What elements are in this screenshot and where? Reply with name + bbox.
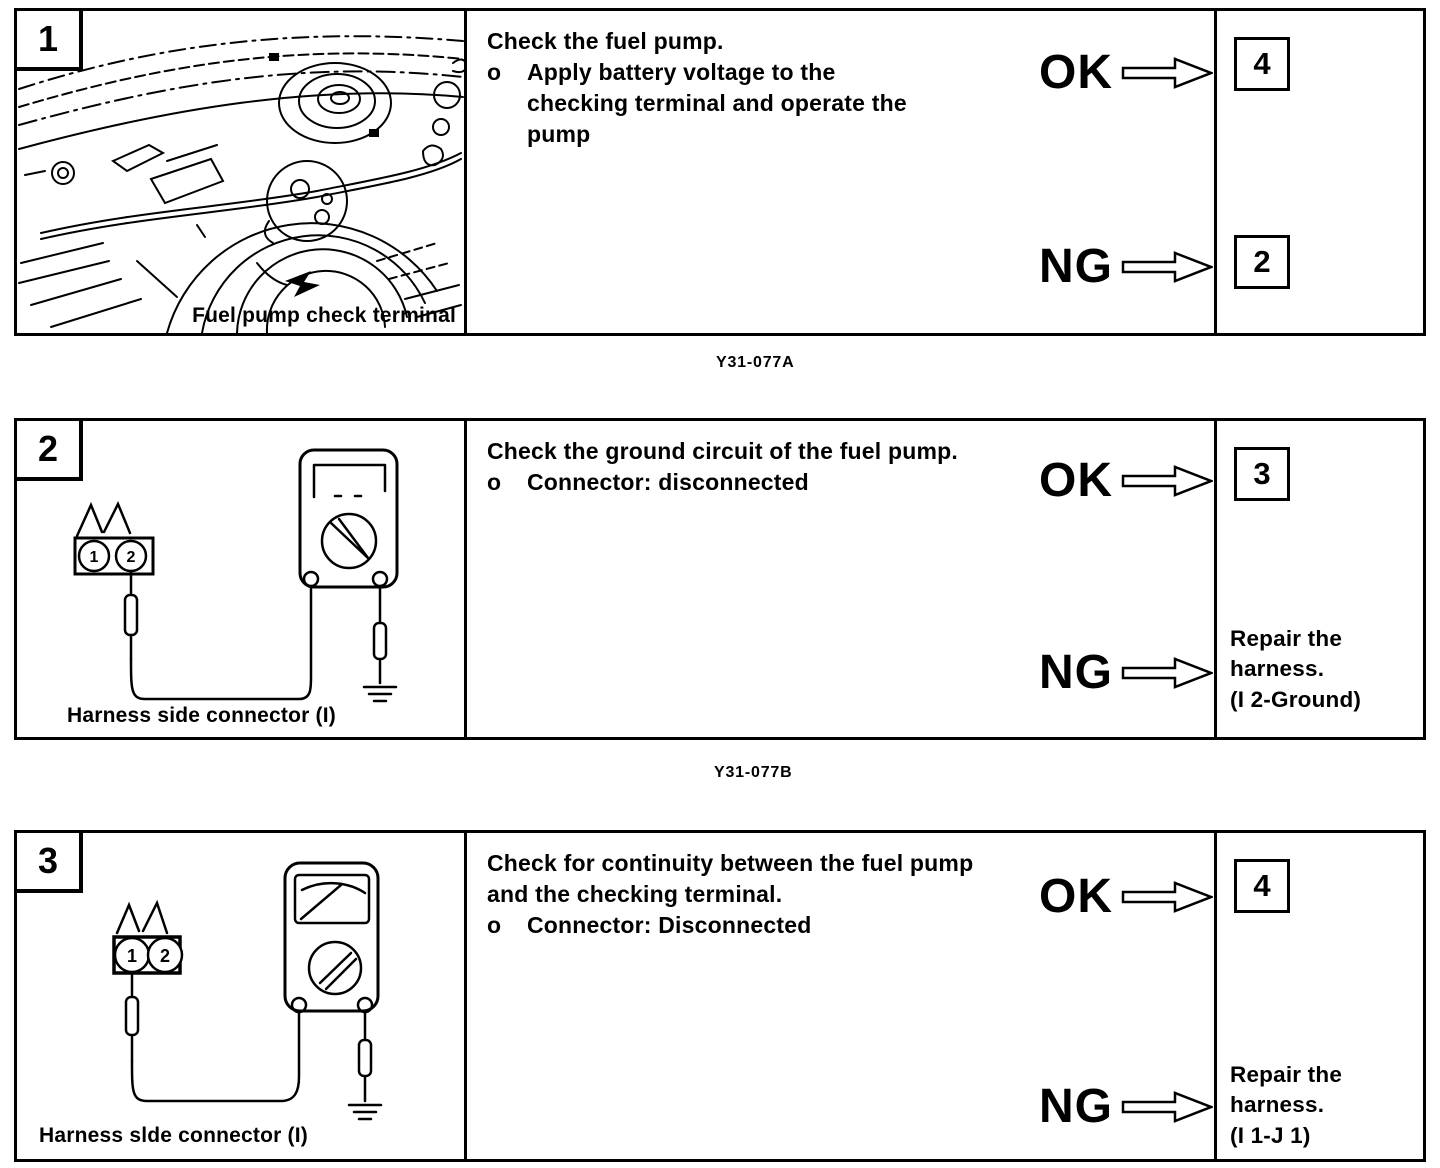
- ok-label: OK: [1039, 454, 1113, 507]
- result-cell-2: [1217, 421, 1423, 737]
- instruction-cell-1: [467, 11, 1217, 333]
- ok-label: OK: [1039, 46, 1113, 99]
- pin-label: 2: [126, 549, 136, 566]
- ok-arrow-icon: [1121, 463, 1213, 499]
- ground-symbol: [349, 1105, 381, 1119]
- illustration-cell-2: [17, 421, 467, 737]
- ok-verdict: [1039, 454, 1213, 507]
- pin-label: 1: [89, 549, 99, 566]
- instruction-text: Check the ground circuit of the fuel pump.: [487, 438, 958, 464]
- multimeter: [285, 863, 378, 1011]
- step-number-box: 2: [17, 421, 83, 481]
- ng-label: NG: [1039, 1080, 1113, 1133]
- ok-verdict: [1039, 870, 1213, 923]
- illustration-cell-1: [17, 11, 467, 333]
- pin-label: 1: [126, 946, 138, 966]
- step-row-1: [14, 8, 1426, 336]
- bullet-item: [487, 467, 999, 498]
- ok-verdict: [1039, 46, 1213, 99]
- ng-result-text: [1230, 624, 1416, 716]
- illustration-caption: Harness side connector (I): [67, 704, 336, 727]
- bullet-marker: o: [487, 469, 502, 495]
- ground-symbol: [364, 687, 396, 701]
- ok-label: OK: [1039, 870, 1113, 923]
- ok-arrow-icon: [1121, 55, 1213, 91]
- bullet-item: [487, 910, 999, 941]
- ng-target-step-box: 2: [1234, 235, 1290, 289]
- step-row-3: [14, 830, 1426, 1162]
- ok-target-step-box: 4: [1234, 37, 1290, 91]
- result-cell-1: [1217, 11, 1423, 333]
- illustration-caption: Harness slde connector (I): [39, 1124, 308, 1147]
- ng-verdict: [1039, 1080, 1213, 1133]
- ok-arrow-icon: [1121, 879, 1213, 915]
- ng-arrow-icon: [1121, 1089, 1213, 1125]
- bullet-item: [487, 57, 999, 150]
- bullet-marker: o: [487, 59, 502, 85]
- ng-arrow-icon: [1121, 655, 1213, 691]
- result-line: Repair the: [1230, 625, 1343, 651]
- instruction-cell-3: [467, 833, 1217, 1159]
- instruction-cell-2: [467, 421, 1217, 737]
- ok-target-step-box: 3: [1234, 447, 1290, 501]
- ng-label: NG: [1039, 646, 1113, 699]
- bullet-text: Connector: Disconnected: [527, 912, 812, 938]
- ng-verdict: [1039, 646, 1213, 699]
- ng-result-text: [1230, 1060, 1416, 1152]
- illustration-cell-3: [17, 833, 467, 1159]
- result-line: (I 1-J 1): [1230, 1122, 1311, 1148]
- pin-label: 2: [159, 946, 171, 966]
- step-row-2: [14, 418, 1426, 740]
- highlight-burst-icon: [77, 504, 130, 536]
- bullet-text: Connector: disconnected: [527, 469, 809, 495]
- highlight-burst-icon: [117, 903, 167, 933]
- instruction-text: Check for continuity between the fuel pump and the checking terminal.: [487, 850, 974, 907]
- result-line: (I 2-Ground): [1230, 686, 1362, 712]
- result-line: harness.: [1230, 656, 1325, 681]
- figure-code-caption: Y31-077B: [714, 764, 793, 781]
- engine-bay-illustration: [17, 11, 464, 333]
- bullet-marker: o: [487, 912, 502, 938]
- ng-arrow-icon: [1121, 249, 1213, 285]
- bullet-text: Apply battery voltage to the checking terminal and operate the pump: [527, 59, 907, 147]
- illustration-caption: Fuel pump check terminal: [192, 304, 456, 327]
- figure-code-caption: Y31-077A: [716, 354, 795, 371]
- multimeter-continuity-check-illustration: [17, 833, 464, 1159]
- result-line: Repair the: [1230, 1061, 1343, 1087]
- ng-label: NG: [1039, 240, 1113, 293]
- step-number-box: 1: [17, 11, 83, 71]
- ng-verdict: [1039, 240, 1213, 293]
- result-cell-3: [1217, 833, 1423, 1159]
- meter-needle: [301, 885, 341, 919]
- multimeter-ground-check-illustration: [17, 421, 464, 737]
- instruction-text: Check the fuel pump.: [487, 28, 724, 54]
- step-number-box: 3: [17, 833, 83, 893]
- ok-target-step-box: 4: [1234, 859, 1290, 913]
- result-line: harness.: [1230, 1092, 1325, 1117]
